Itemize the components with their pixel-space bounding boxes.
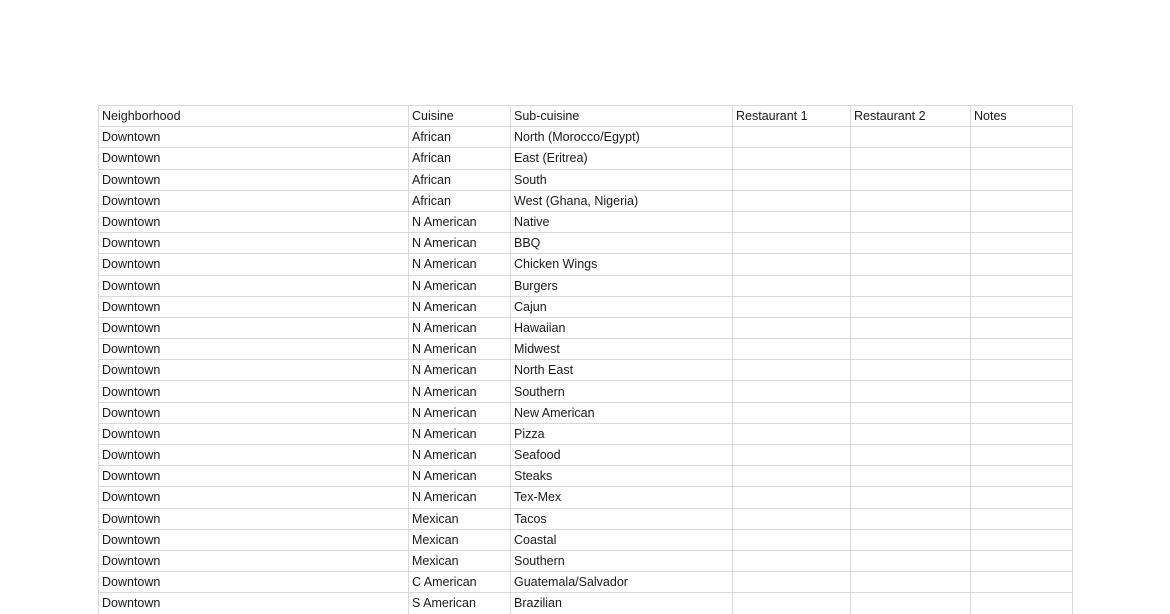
cell-sub-cuisine: Burgers — [511, 275, 733, 296]
cell-notes — [971, 339, 1073, 360]
cell-neighborhood: Downtown — [99, 593, 409, 614]
cell-notes — [971, 275, 1073, 296]
cell-neighborhood: Downtown — [99, 233, 409, 254]
cell-notes — [971, 381, 1073, 402]
table-row — [99, 423, 1073, 444]
cell-restaurant-2 — [851, 445, 971, 466]
cell-notes — [971, 296, 1073, 317]
cell-restaurant-2 — [851, 169, 971, 190]
cell-cuisine: N American — [409, 487, 511, 508]
cell-restaurant-2 — [851, 550, 971, 571]
cell-restaurant-1 — [733, 148, 851, 169]
cell-restaurant-2 — [851, 572, 971, 593]
cell-cuisine: N American — [409, 360, 511, 381]
cell-sub-cuisine: South — [511, 169, 733, 190]
cell-notes — [971, 572, 1073, 593]
cell-neighborhood: Downtown — [99, 339, 409, 360]
cell-restaurant-1 — [733, 466, 851, 487]
cell-sub-cuisine: Steaks — [511, 466, 733, 487]
table-row — [99, 148, 1073, 169]
cell-restaurant-2 — [851, 381, 971, 402]
cell-cuisine: African — [409, 190, 511, 211]
cell-restaurant-2 — [851, 360, 971, 381]
cell-cuisine: African — [409, 169, 511, 190]
cell-notes — [971, 254, 1073, 275]
cell-notes — [971, 360, 1073, 381]
cell-cuisine: N American — [409, 402, 511, 423]
cell-notes — [971, 466, 1073, 487]
table-row — [99, 381, 1073, 402]
cell-restaurant-2 — [851, 593, 971, 614]
header-cuisine: Cuisine — [409, 106, 511, 127]
cell-notes — [971, 190, 1073, 211]
cell-restaurant-1 — [733, 339, 851, 360]
cell-restaurant-1 — [733, 381, 851, 402]
cell-cuisine: Mexican — [409, 550, 511, 571]
cell-neighborhood: Downtown — [99, 169, 409, 190]
cell-restaurant-1 — [733, 275, 851, 296]
cell-restaurant-2 — [851, 466, 971, 487]
cell-sub-cuisine: North East — [511, 360, 733, 381]
cell-notes — [971, 127, 1073, 148]
cell-cuisine: N American — [409, 445, 511, 466]
cell-restaurant-1 — [733, 127, 851, 148]
cell-sub-cuisine: North (Morocco/Egypt) — [511, 127, 733, 148]
cell-restaurant-1 — [733, 445, 851, 466]
cell-neighborhood: Downtown — [99, 529, 409, 550]
cell-notes — [971, 423, 1073, 444]
cell-restaurant-2 — [851, 339, 971, 360]
cell-neighborhood: Downtown — [99, 296, 409, 317]
cell-neighborhood: Downtown — [99, 360, 409, 381]
cell-restaurant-1 — [733, 169, 851, 190]
cell-notes — [971, 593, 1073, 614]
cell-sub-cuisine: Brazilian — [511, 593, 733, 614]
cell-neighborhood: Downtown — [99, 402, 409, 423]
cell-restaurant-1 — [733, 402, 851, 423]
cell-sub-cuisine: East (Eritrea) — [511, 148, 733, 169]
cell-neighborhood: Downtown — [99, 275, 409, 296]
cell-restaurant-2 — [851, 148, 971, 169]
table-row — [99, 487, 1073, 508]
cell-neighborhood: Downtown — [99, 445, 409, 466]
cell-notes — [971, 550, 1073, 571]
cell-neighborhood: Downtown — [99, 572, 409, 593]
cell-cuisine: N American — [409, 254, 511, 275]
table-row — [99, 402, 1073, 423]
header-row — [99, 106, 1073, 127]
table-row — [99, 254, 1073, 275]
cell-neighborhood: Downtown — [99, 211, 409, 232]
cell-neighborhood: Downtown — [99, 317, 409, 338]
cell-restaurant-1 — [733, 550, 851, 571]
cell-restaurant-2 — [851, 317, 971, 338]
cell-restaurant-2 — [851, 529, 971, 550]
cell-notes — [971, 487, 1073, 508]
table-row — [99, 466, 1073, 487]
cell-cuisine: Mexican — [409, 508, 511, 529]
cell-restaurant-2 — [851, 211, 971, 232]
table-body — [99, 106, 1073, 614]
cell-restaurant-2 — [851, 127, 971, 148]
cell-notes — [971, 169, 1073, 190]
header-restaurant-1: Restaurant 1 — [733, 106, 851, 127]
cell-restaurant-2 — [851, 254, 971, 275]
cell-restaurant-1 — [733, 487, 851, 508]
cell-sub-cuisine: New American — [511, 402, 733, 423]
cell-cuisine: N American — [409, 275, 511, 296]
cell-sub-cuisine: Seafood — [511, 445, 733, 466]
cell-sub-cuisine: Hawaiian — [511, 317, 733, 338]
table-row — [99, 127, 1073, 148]
cell-neighborhood: Downtown — [99, 381, 409, 402]
cell-cuisine: S American — [409, 593, 511, 614]
cell-neighborhood: Downtown — [99, 508, 409, 529]
table-row — [99, 275, 1073, 296]
cell-restaurant-1 — [733, 572, 851, 593]
cell-sub-cuisine: Pizza — [511, 423, 733, 444]
cell-sub-cuisine: Midwest — [511, 339, 733, 360]
cell-cuisine: Mexican — [409, 529, 511, 550]
cell-sub-cuisine: Cajun — [511, 296, 733, 317]
cell-neighborhood: Downtown — [99, 487, 409, 508]
cell-restaurant-2 — [851, 423, 971, 444]
cell-restaurant-1 — [733, 508, 851, 529]
cell-sub-cuisine: Southern — [511, 550, 733, 571]
cell-neighborhood: Downtown — [99, 423, 409, 444]
cell-neighborhood: Downtown — [99, 127, 409, 148]
cell-sub-cuisine: Southern — [511, 381, 733, 402]
header-restaurant-2: Restaurant 2 — [851, 106, 971, 127]
cell-restaurant-2 — [851, 190, 971, 211]
header-notes: Notes — [971, 106, 1073, 127]
cell-notes — [971, 233, 1073, 254]
table-row — [99, 169, 1073, 190]
header-neighborhood: Neighborhood — [99, 106, 409, 127]
cell-neighborhood: Downtown — [99, 148, 409, 169]
table-row — [99, 296, 1073, 317]
restaurant-table — [98, 105, 1073, 614]
cell-cuisine: N American — [409, 381, 511, 402]
cell-restaurant-2 — [851, 275, 971, 296]
table-row — [99, 360, 1073, 381]
cell-sub-cuisine: Coastal — [511, 529, 733, 550]
table-row — [99, 550, 1073, 571]
table-row — [99, 572, 1073, 593]
table-row — [99, 529, 1073, 550]
cell-notes — [971, 529, 1073, 550]
cell-restaurant-2 — [851, 487, 971, 508]
cell-restaurant-1 — [733, 190, 851, 211]
table-row — [99, 317, 1073, 338]
cell-sub-cuisine: BBQ — [511, 233, 733, 254]
cell-restaurant-2 — [851, 508, 971, 529]
cell-restaurant-2 — [851, 233, 971, 254]
cell-cuisine: African — [409, 148, 511, 169]
cell-cuisine: N American — [409, 296, 511, 317]
cell-cuisine: N American — [409, 339, 511, 360]
cell-neighborhood: Downtown — [99, 550, 409, 571]
cell-sub-cuisine: West (Ghana, Nigeria) — [511, 190, 733, 211]
cell-restaurant-1 — [733, 360, 851, 381]
cell-notes — [971, 317, 1073, 338]
cell-restaurant-1 — [733, 254, 851, 275]
cell-cuisine: N American — [409, 211, 511, 232]
cell-restaurant-1 — [733, 317, 851, 338]
cell-restaurant-1 — [733, 211, 851, 232]
table-row — [99, 211, 1073, 232]
cell-restaurant-2 — [851, 402, 971, 423]
cell-sub-cuisine: Guatemala/Salvador — [511, 572, 733, 593]
table-row — [99, 190, 1073, 211]
cell-restaurant-1 — [733, 296, 851, 317]
cell-sub-cuisine: Native — [511, 211, 733, 232]
header-sub-cuisine: Sub-cuisine — [511, 106, 733, 127]
cell-notes — [971, 402, 1073, 423]
cell-neighborhood: Downtown — [99, 254, 409, 275]
cell-neighborhood: Downtown — [99, 190, 409, 211]
cell-neighborhood: Downtown — [99, 466, 409, 487]
cell-cuisine: N American — [409, 423, 511, 444]
cell-sub-cuisine: Chicken Wings — [511, 254, 733, 275]
table-row — [99, 593, 1073, 614]
cell-cuisine: C American — [409, 572, 511, 593]
cell-cuisine: African — [409, 127, 511, 148]
table-row — [99, 233, 1073, 254]
table-row — [99, 508, 1073, 529]
cell-restaurant-1 — [733, 233, 851, 254]
cell-sub-cuisine: Tex-Mex — [511, 487, 733, 508]
cell-cuisine: N American — [409, 233, 511, 254]
cell-restaurant-1 — [733, 423, 851, 444]
table-row — [99, 339, 1073, 360]
cell-sub-cuisine: Tacos — [511, 508, 733, 529]
cell-cuisine: N American — [409, 317, 511, 338]
cell-notes — [971, 508, 1073, 529]
cell-notes — [971, 148, 1073, 169]
cell-cuisine: N American — [409, 466, 511, 487]
cell-restaurant-1 — [733, 529, 851, 550]
cell-notes — [971, 211, 1073, 232]
cell-restaurant-1 — [733, 593, 851, 614]
cell-restaurant-2 — [851, 296, 971, 317]
table-row — [99, 445, 1073, 466]
cell-notes — [971, 445, 1073, 466]
